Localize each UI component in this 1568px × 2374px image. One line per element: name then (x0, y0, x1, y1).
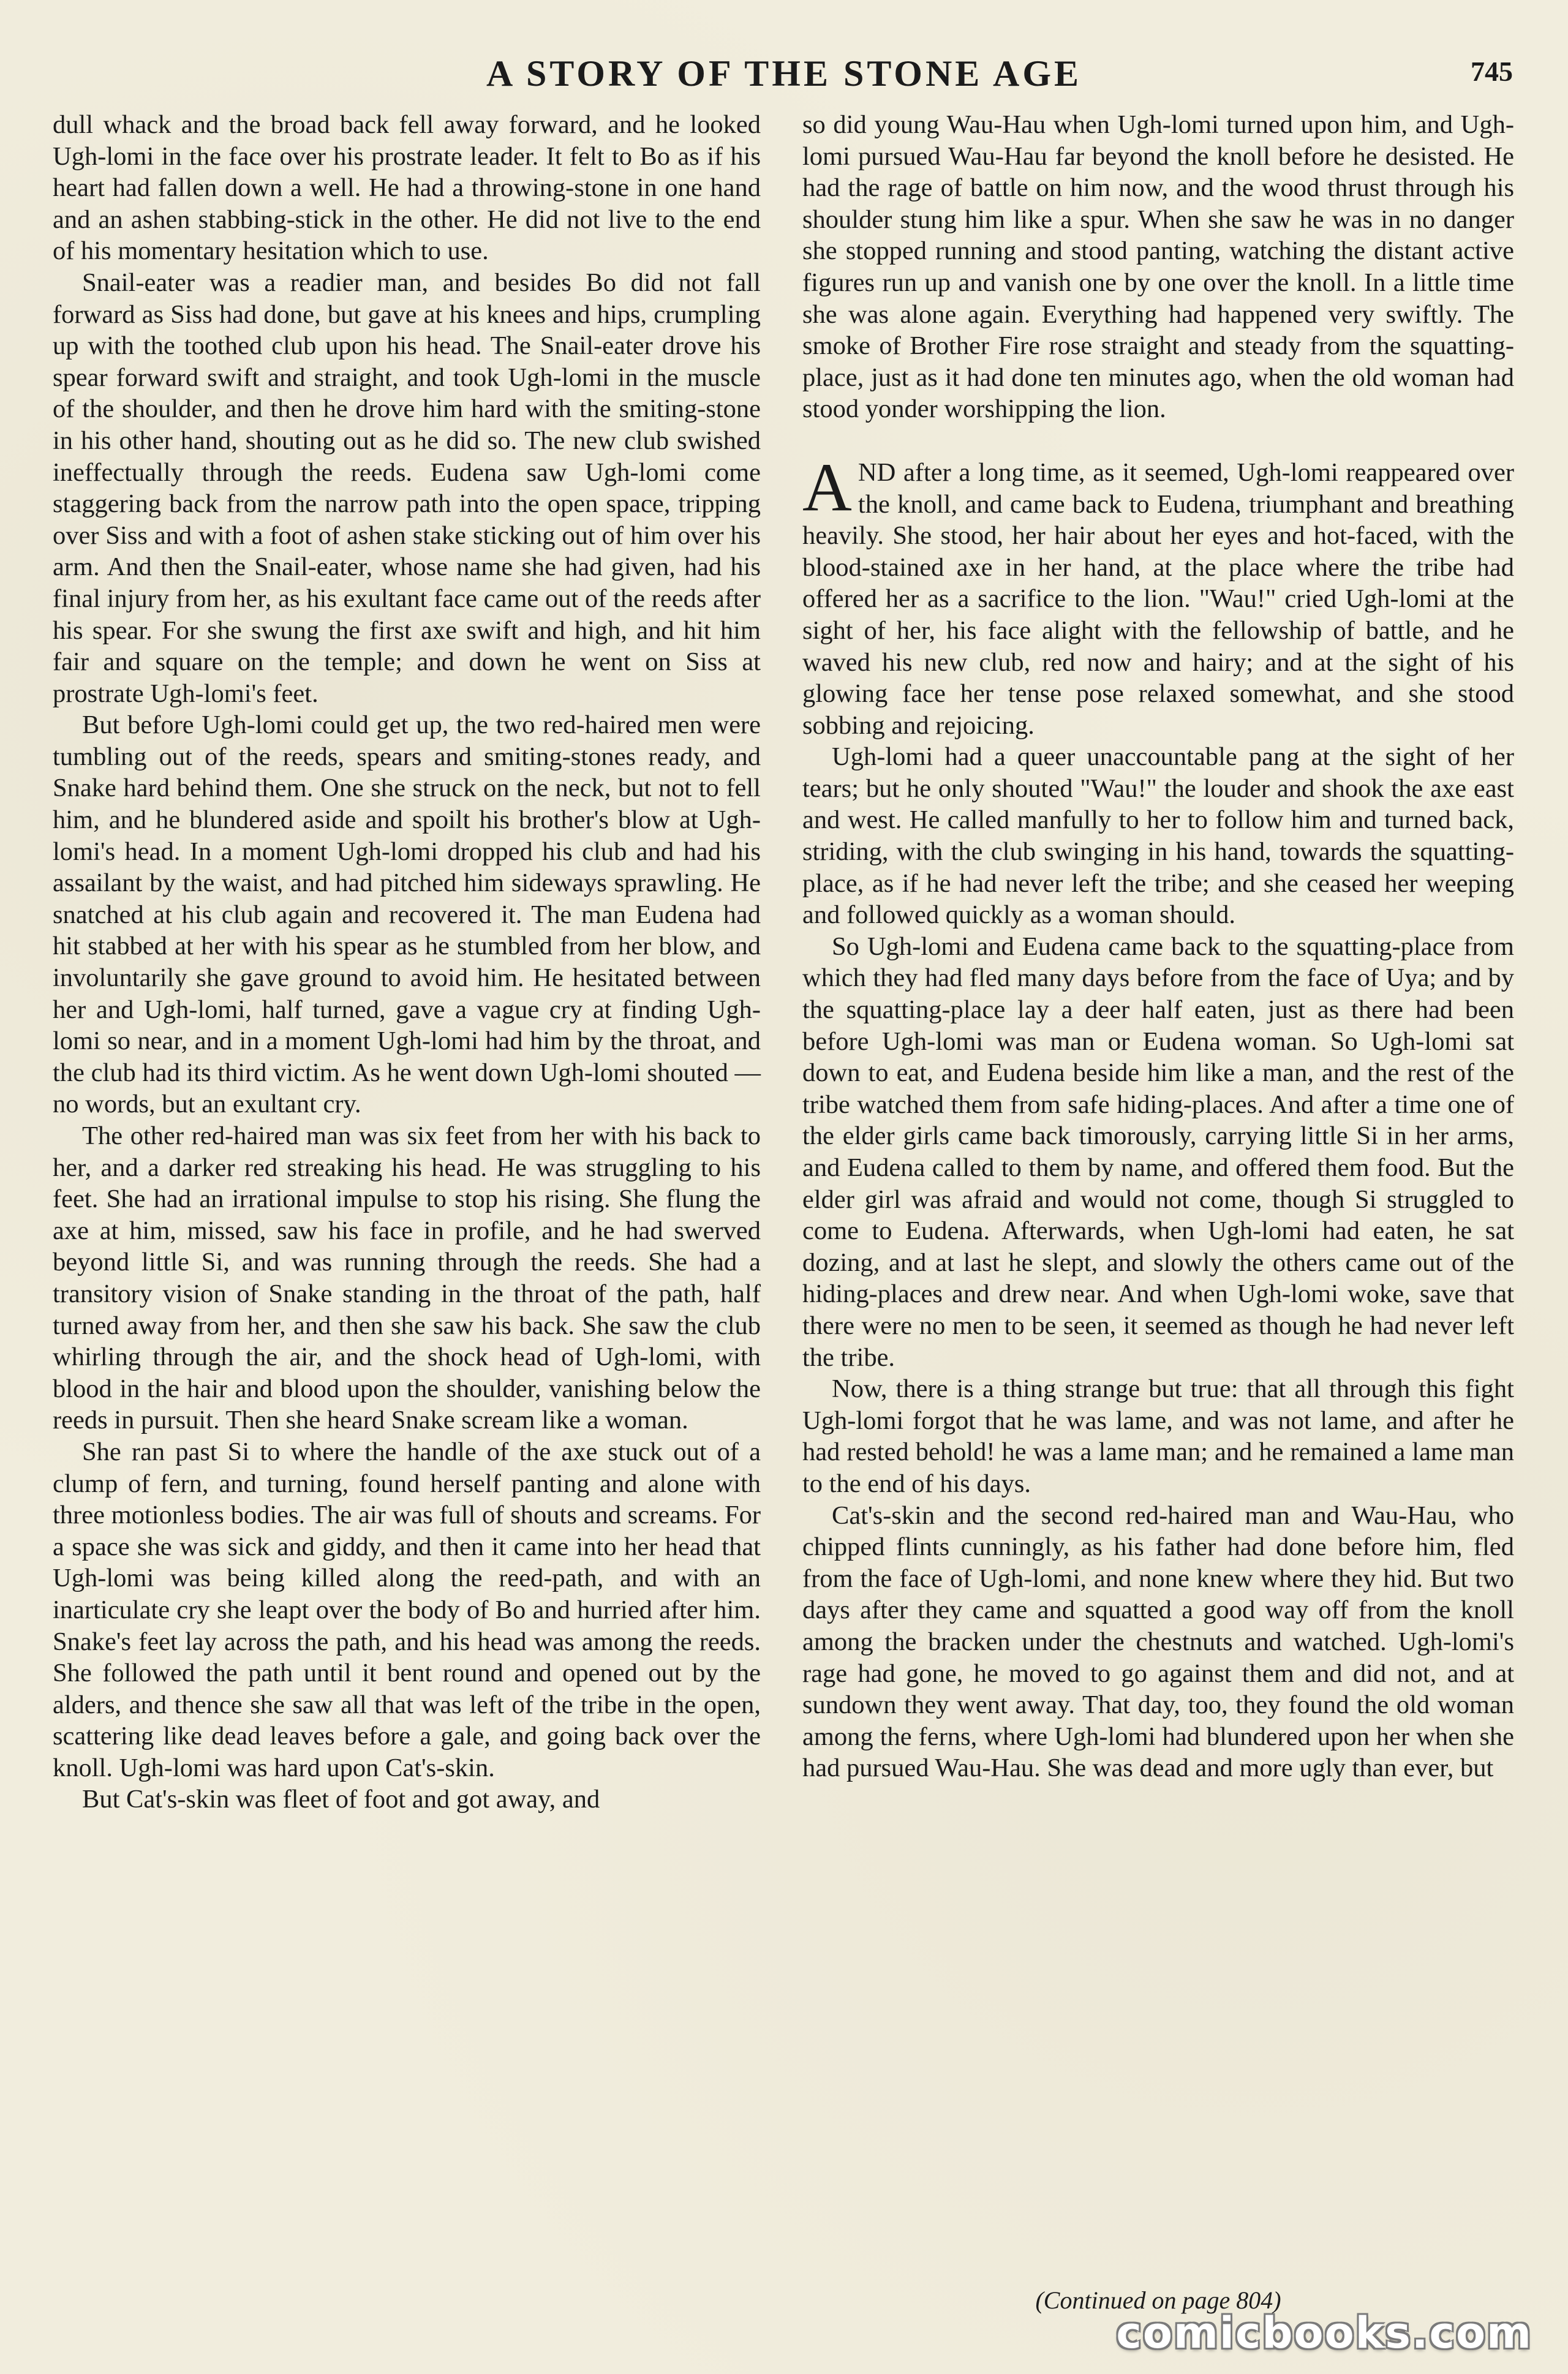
small-caps-lead: ND (858, 458, 896, 487)
paragraph: dull whack and the broad back fell away forward, and he looked Ugh-lomi in the face over his prostrate leader. It felt to Bo as if his heart had fallen down a well. He had a throwing-stone in one hand and an ashen stabbing-stick in the other. He did not live to the end of his momentary hesitation which to use. (53, 110, 761, 266)
running-title: A STORY OF THE STONE AGE (486, 53, 1082, 94)
paragraph: So Ugh-lomi and Eudena came back to the squatting-place from which they had fled many days before from the face of Uya; and by the squatting-place lay a deer half eaten, just as there had been before Ugh-lomi was man or Eudena woman. So Ugh-lomi sat down to eat, and Eudena beside him like a man, and the rest of the tribe watched them from safe hiding-places. And after a time one of the elder girls came back timorously, carrying little Si in her arms, and Eudena called to them by name, and offered them food. But the elder girl was afraid and would not come, though Si struggled to come to Eudena. Afterwards, when Ugh-lomi had eaten, he sat dozing, and at last he slept, and slowly the others came out of the hiding-places and drew near. And when Ugh-lomi woke, save that there were no men to be seen, it seemed as though he had never left the tribe. (802, 932, 1514, 1372)
page-header (49, 43, 1519, 104)
drop-cap: A (802, 449, 852, 526)
watermark-logo: comicbooks.com (1116, 2308, 1532, 2358)
section-text: after a long time, as it seemed, Ugh-lomi reappeared over the knoll, and came back to Eudena, triumphant and breathing heavily. She stood, her hair about her eyes and hot-faced, with the blood-stained axe in her hand, at the place where the tribe had offered her as a sacrifice to the lion. "Wau!" cried Ugh-lomi at the sight of her, his face alight with the fellowship of battle, and he waved his new club, red now and hairy; and at the sight of his glowing face her tense pose relaxed somewhat, and she stood sobbing and rejoicing. (802, 458, 1514, 740)
paragraph: But Cat's-skin was fleet of foot and got away, and (82, 1785, 600, 1814)
section-opening-paragraph (802, 449, 1514, 741)
left-column (53, 109, 761, 1815)
page-number: 745 (1471, 56, 1513, 87)
paragraph: The other red-haired man was six feet from her with his back to her, and a darker red streaking his head. He was struggling to his feet. She had an irrational impulse to stop his rising. She flung the axe at him, missed, saw his face in profile, and he had swerved beyond little Si, and was running through the reeds. She had a transitory vision of Snake standing in the throat of the path, half turned away from her, and then she saw his back. She saw the club whirling through the air, and the shock head of Ugh-lomi, with blood in the hair and blood upon the shoulder, vanishing below the reeds in pursuit. Then she heard Snake scream like a woman. (53, 1121, 761, 1435)
paragraph: Now, there is a thing strange but true: that all through this fight Ugh-lomi forgot that he was lame, and was not lame, and after he had rested behold! he was a lame man; and he remained a lame man to the end of his days. (802, 1374, 1514, 1498)
continued-note: (Continued on page 804) (1035, 2286, 1281, 2314)
paragraph: so did young Wau-Hau when Ugh-lomi turned upon him, and Ugh-lomi pursued Wau-Hau far beyond the knoll before he desisted. He had the rage of battle on him now, and the wood thrust through his shoulder stung him like a spur. When she saw he was in no danger she stopped running and stood panting, watching the distant active figures run up and vanish one by one over the knoll. In a little time she was alone again. Everything had happened very swiftly. The smoke of Brother Fire rose straight and steady from the squatting-place, just as it had done ten minutes ago, when the old woman had stood yonder worshipping the lion. (802, 110, 1514, 424)
right-column (802, 109, 1514, 1784)
magazine-page (49, 37, 1519, 2340)
paragraph: Cat's-skin and the second red-haired man and Wau-Hau, who chipped flints cunningly, as his father had done before him, fled from the face of Ugh-lomi, and none knew where they hid. But two days after they came and squatted a good way off from the knoll among the bracken under the chestnuts and watched. Ugh-lomi's rage had gone, he moved to go against them and did not, and at sundown they went away. That day, too, they found the old woman among the ferns, where Ugh-lomi had blundered upon her when she had pursued Wau-Hau. She was dead and more ugly than ever, but (802, 1501, 1514, 1783)
paragraph: Snail-eater was a readier man, and besides Bo did not fall forward as Siss had done, but gave at his knees and hips, crumpling up with the toothed club upon his head. The Snail-eater drove his spear forward swift and straight, and took Ugh-lomi in the muscle of the shoulder, and then he drove him hard with the smiting-stone in his other hand, shouting out as he did so. The new club swished ineffectually through the reeds. Eudena saw Ugh-lomi come staggering back from the narrow path into the open space, tripping over Siss and with a foot of ashen stake sticking out of him over his arm. And then the Snail-eater, whose name she had given, had his final injury from her, as his exultant face came out of the reeds after his spear. For she swung the first axe swift and high, and hit him fair and square on the temple; and down he went on Siss at prostrate Ugh-lomi's feet. (53, 268, 761, 708)
paragraph: She ran past Si to where the handle of the axe stuck out of a clump of fern, and turning, found herself panting and alone with three motionless bodies. The air was full of shouts and screams. For a space she was sick and giddy, and then it came into her head that Ugh-lomi was being killed along the reed-path, and with an inarticulate cry she leapt over the body of Bo and hurried after him. Snake's feet lay across the path, and his head was among the reeds. She followed the path until it bent round and opened out by the alders, and thence she saw all that was left of the tribe in the open, scattering like dead leaves before a gale, and going back over the knoll. Ugh-lomi was hard upon Cat's-skin. (53, 1437, 761, 1782)
paragraph: Ugh-lomi had a queer unaccountable pang at the sight of her tears; but he only shouted "Wau!" the louder and shook the axe east and west. He called manfully to her to follow him and turned back, striding, with the club swinging in his hand, towards the squatting-place, as if he had never left the tribe; and she ceased her weeping and followed quickly as a woman should. (802, 742, 1514, 930)
paragraph: But before Ugh-lomi could get up, the two red-haired men were tumbling out of the reeds, spears and smiting-stones ready, and Snake hard behind them. One she struck on the neck, but not to fell him, and he blundered aside and spoilt his brother's blow at Ugh-lomi's head. In a moment Ugh-lomi dropped his club and had his assailant by the waist, and had pitched him sideways sprawling. He snatched at his club again and recovered it. The man Eudena had hit stabbed at her with his spear as he stumbled from her blow, and involuntarily she gave ground to avoid him. He hesitated between her and Ugh-lomi, half turned, gave a vague cry at finding Ugh-lomi so near, and in a moment Ugh-lomi had him by the throat, and the club had its third victim. As he went down Ugh-lomi shouted —no words, but an exultant cry. (53, 710, 761, 1119)
